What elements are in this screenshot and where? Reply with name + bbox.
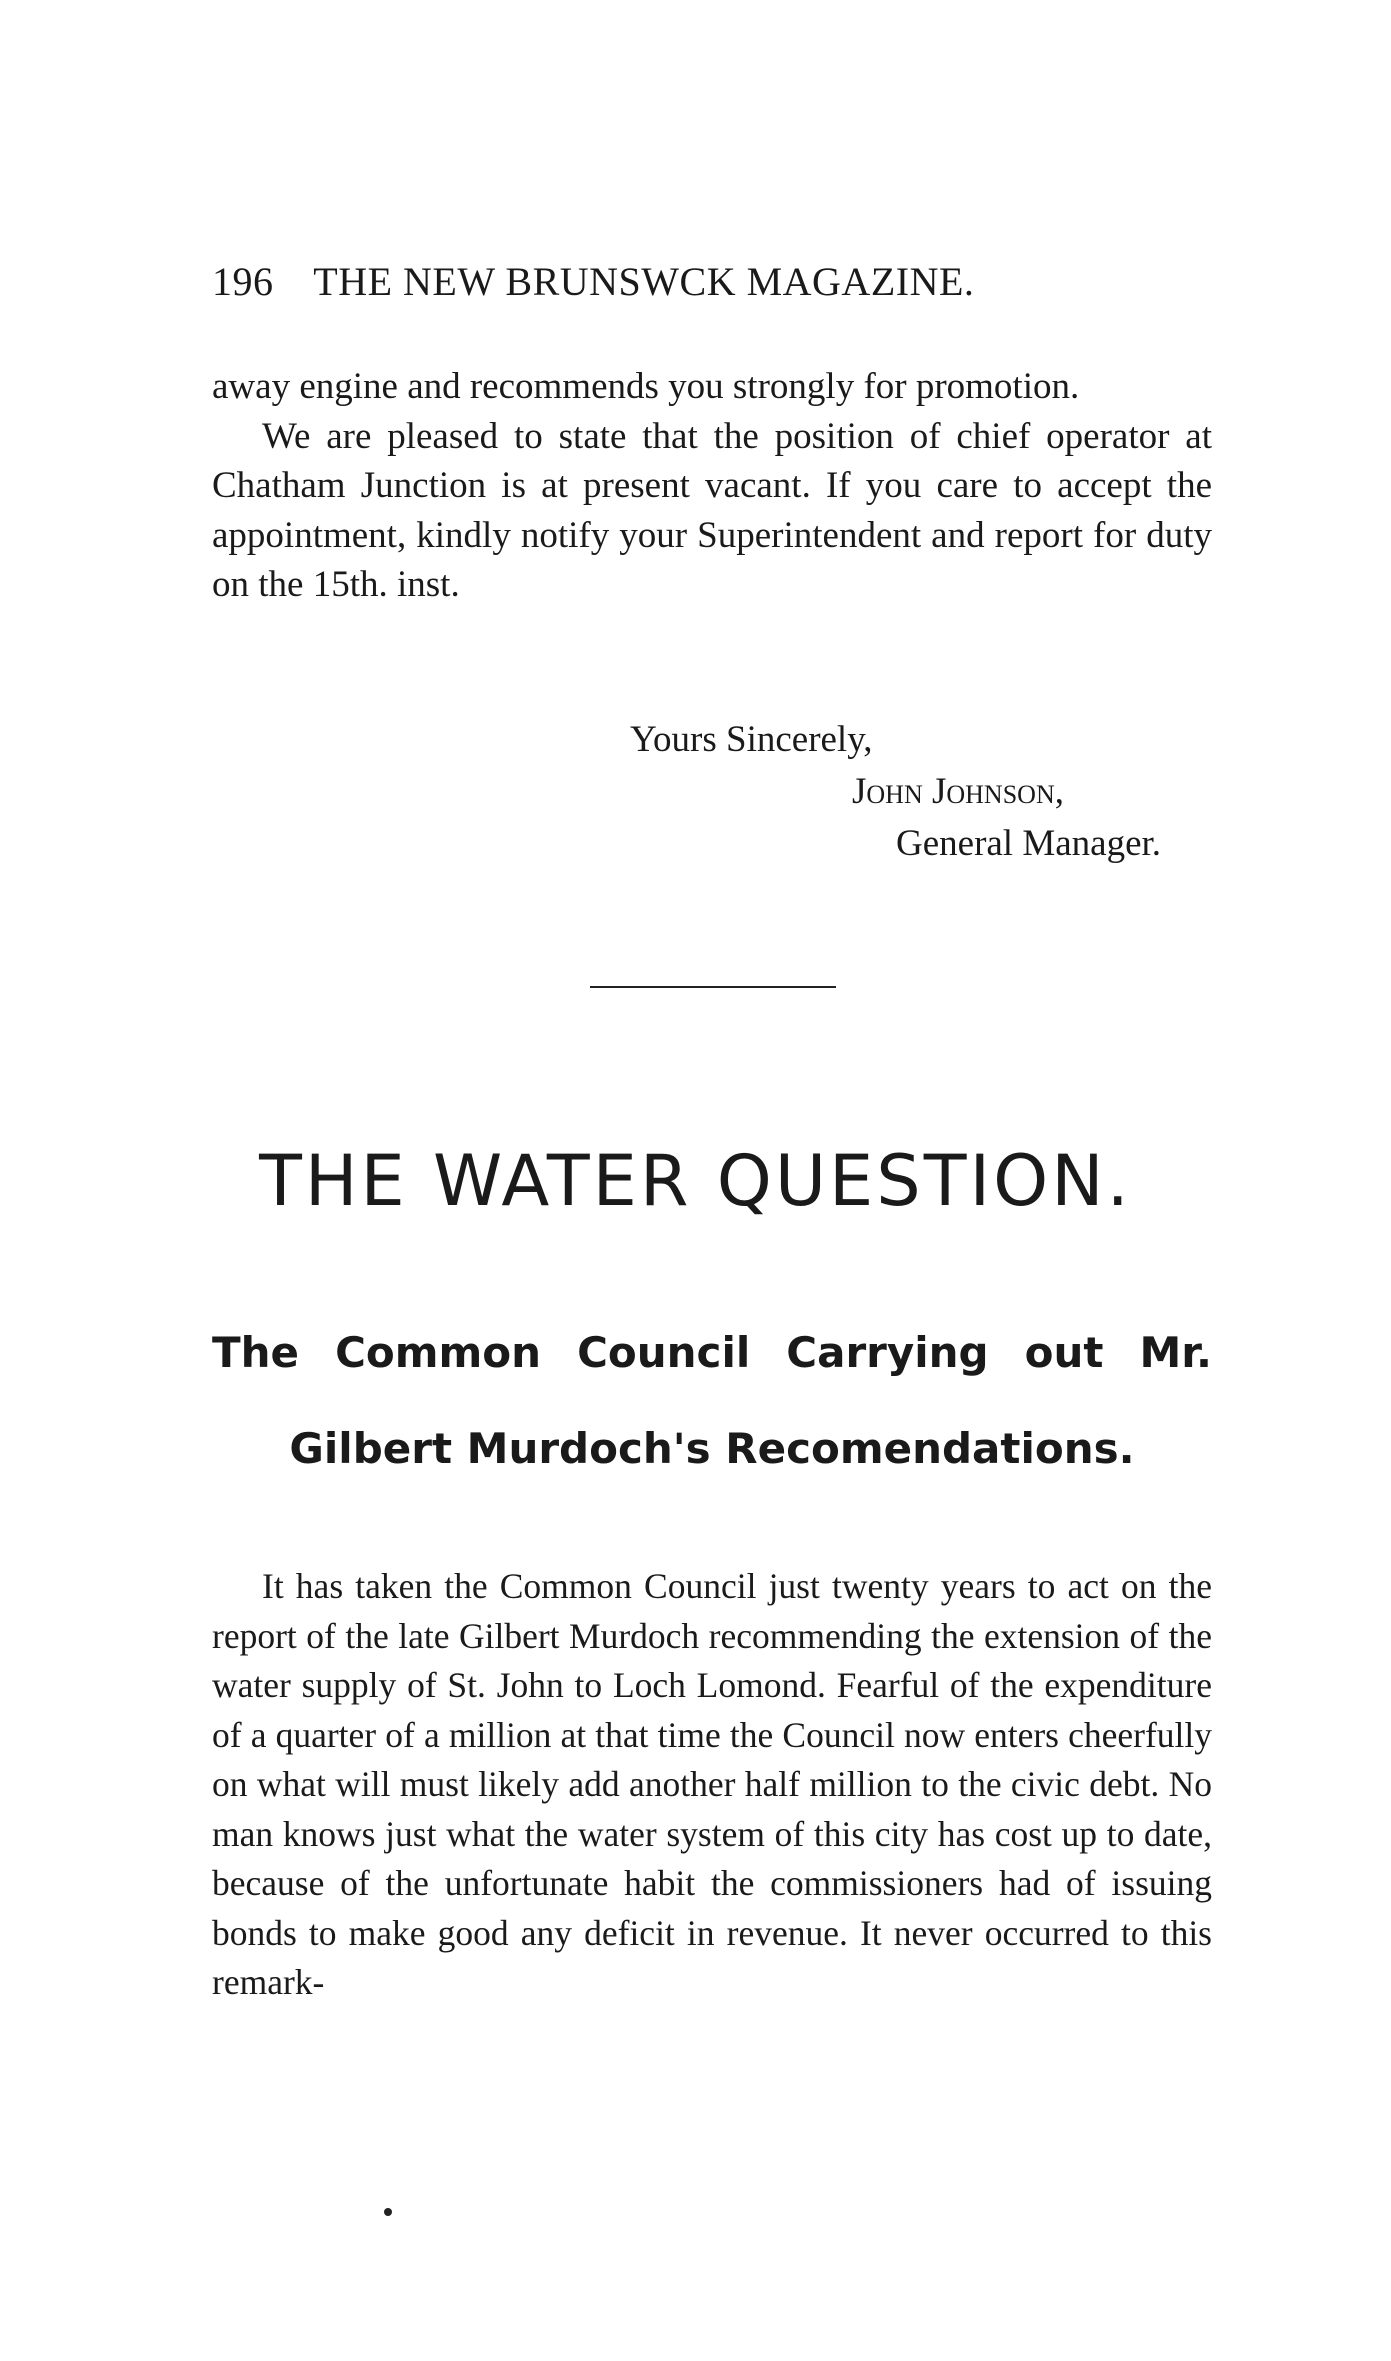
signature-title: General Manager.	[896, 823, 1162, 864]
subtitle-line: Gilbert Murdoch's Recomendations.	[289, 1424, 1135, 1473]
letter-closing: Yours Sincerely,	[630, 719, 873, 760]
article-title: THE WATER QUESTION.	[259, 1140, 1132, 1222]
article-paragraph: It has taken the Common Council just twenty years to act on the report of the late Gilbert Murdoch recommending the extension of the water supply of St. John to Loch Lomond. Fearful of the expenditure of a quarter of a million at that time the Council now enters cheerfully on what will must likely add another half million to the civic debt. No man knows just what the water system of this city has cost up to date, because of the unfortunate habit the commissioners had of issuing bonds to make good any deficit in revenue. It never occurred to this remark-	[212, 1566, 1212, 2002]
section-divider	[590, 986, 836, 988]
letter-paragraph: away engine and recommends you strongly for promotion.	[212, 366, 1080, 407]
article-subtitle	[212, 1305, 1212, 1497]
article-body	[212, 1562, 1212, 2008]
subtitle-line: The Common Council Carrying out Mr.	[212, 1328, 1212, 1377]
running-head	[212, 258, 974, 305]
magazine-title: THE NEW BRUNSWCK MAGAZINE.	[313, 259, 975, 304]
letter-paragraph: We are pleased to state that the position of chief operator at Chatham Junction is at present vacant. If you care to accept the appointment, kindly notify your Superintendent and report for duty on the 15th. inst.	[212, 415, 1212, 605]
signature-name: John Johnson,	[852, 771, 1064, 812]
ink-speck	[384, 2208, 392, 2216]
letter-signature	[852, 770, 1064, 813]
letter-body	[212, 362, 1212, 610]
page-number: 196	[212, 259, 274, 304]
